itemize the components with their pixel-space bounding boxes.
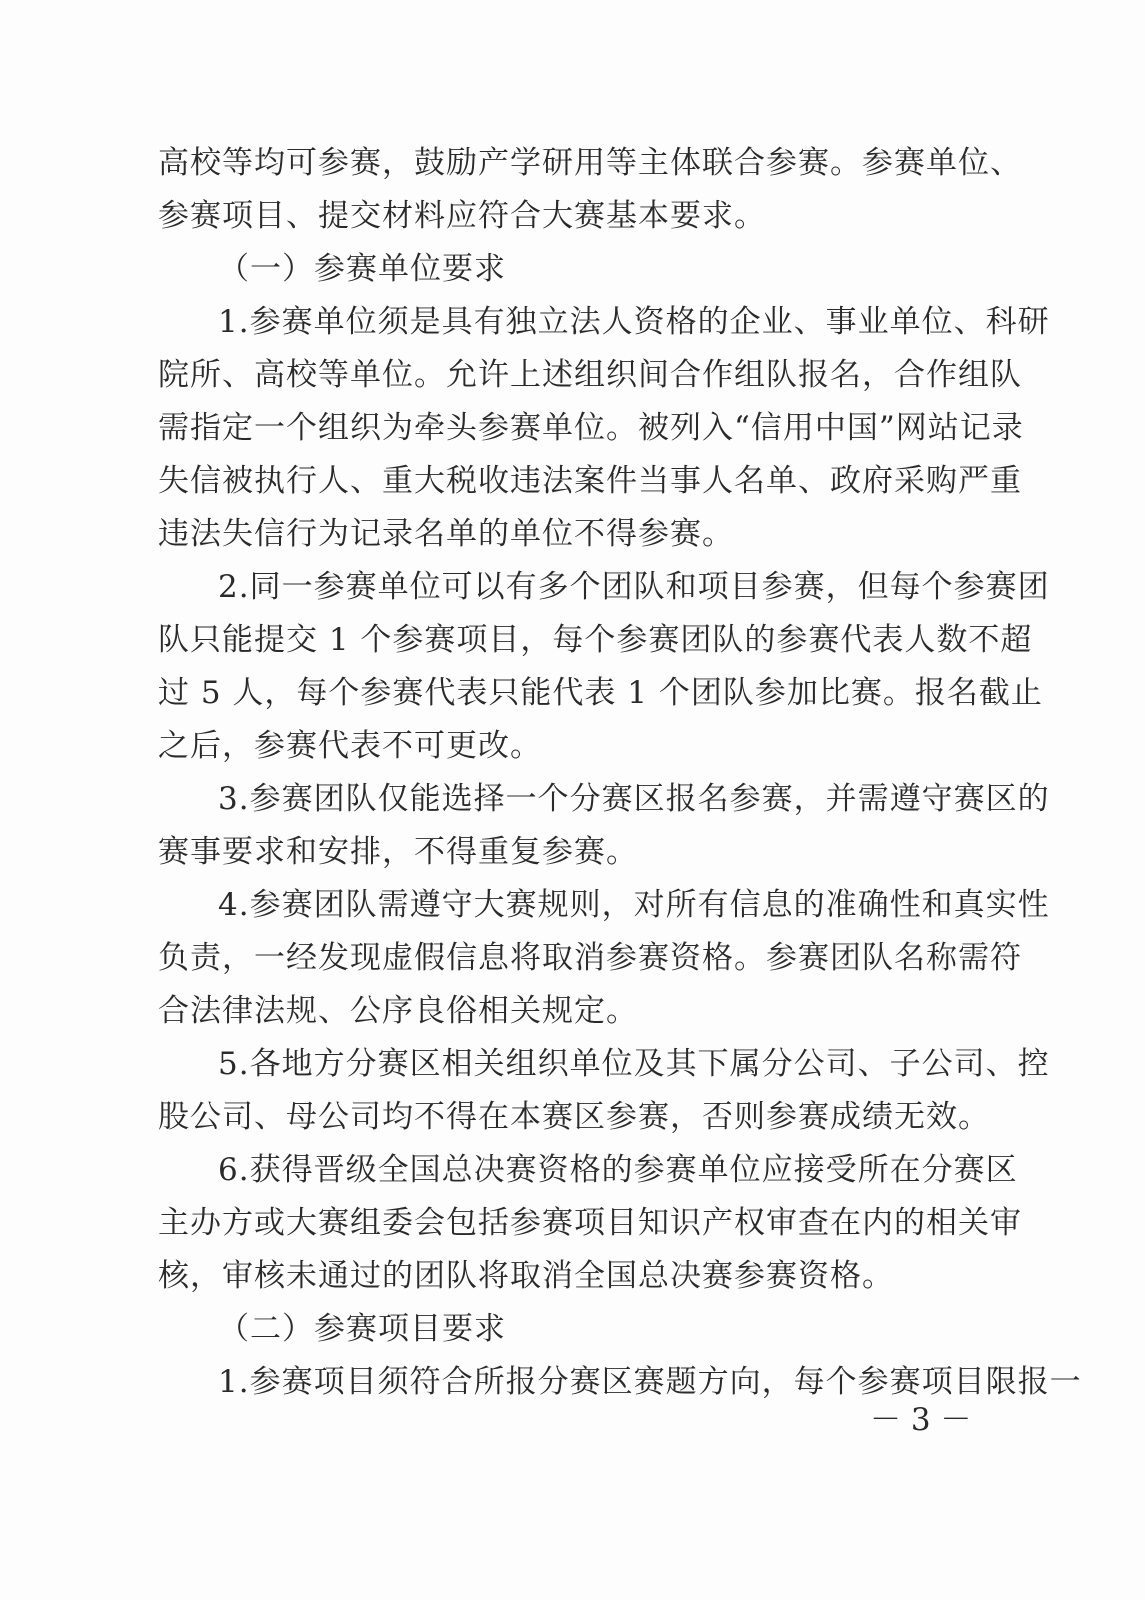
text-line-22: 核，审核未通过的团队将取消全国总决赛参赛资格。	[158, 1258, 894, 1294]
text-line-13: 3.参赛团队仅能选择一个分赛区报名参赛，并需遵守赛区的	[218, 781, 1050, 817]
text-line-10: 队只能提交 1 个参赛项目，每个参赛团队的参赛代表人数不超	[158, 622, 1033, 658]
text-line-18: 5.各地方分赛区相关组织单位及其下属分公司、子公司、控	[218, 1046, 1050, 1082]
text-line-21: 主办方或大赛组委会包括参赛项目知识产权审查在内的相关审	[158, 1205, 1022, 1241]
section-heading-participant-units: （一）参赛单位要求	[218, 251, 506, 287]
text-line-11: 过 5 人，每个参赛代表只能代表 1 个团队参加比赛。报名截止	[158, 675, 1043, 711]
text-line-5: 院所、高校等单位。允许上述组织间合作组队报名，合作组队	[158, 357, 1022, 393]
text-line-24: 1.参赛项目须符合所报分赛区赛题方向，每个参赛项目限报一	[218, 1364, 1082, 1400]
text-line-2: 参赛项目、提交材料应符合大赛基本要求。	[158, 198, 766, 234]
text-line-4: 1.参赛单位须是具有独立法人资格的企业、事业单位、科研	[218, 304, 1050, 340]
text-line-20: 6.获得晋级全国总决赛资格的参赛单位应接受所在分赛区	[218, 1152, 1018, 1188]
text-line-14: 赛事要求和安排，不得重复参赛。	[158, 834, 638, 870]
text-line-6: 需指定一个组织为牵头参赛单位。被列入“信用中国”网站记录	[158, 410, 1024, 446]
text-line-17: 合法律法规、公序良俗相关规定。	[158, 993, 638, 1029]
text-line-12: 之后，参赛代表不可更改。	[158, 728, 542, 764]
section-heading-project-requirements: （二）参赛项目要求	[218, 1311, 506, 1347]
page-number: － 3 －	[870, 1402, 972, 1438]
text-line-9: 2.同一参赛单位可以有多个团队和项目参赛，但每个参赛团	[218, 569, 1050, 605]
text-line-8: 违法失信行为记录名单的单位不得参赛。	[158, 516, 734, 552]
text-line-16: 负责，一经发现虚假信息将取消参赛资格。参赛团队名称需符	[158, 940, 1022, 976]
text-line-15: 4.参赛团队需遵守大赛规则，对所有信息的准确性和真实性	[218, 887, 1050, 923]
text-line-19: 股公司、母公司均不得在本赛区参赛，否则参赛成绩无效。	[158, 1099, 990, 1135]
text-line-1: 高校等均可参赛，鼓励产学研用等主体联合参赛。参赛单位、	[158, 145, 1022, 181]
text-line-7: 失信被执行人、重大税收违法案件当事人名单、政府采购严重	[158, 463, 1022, 499]
